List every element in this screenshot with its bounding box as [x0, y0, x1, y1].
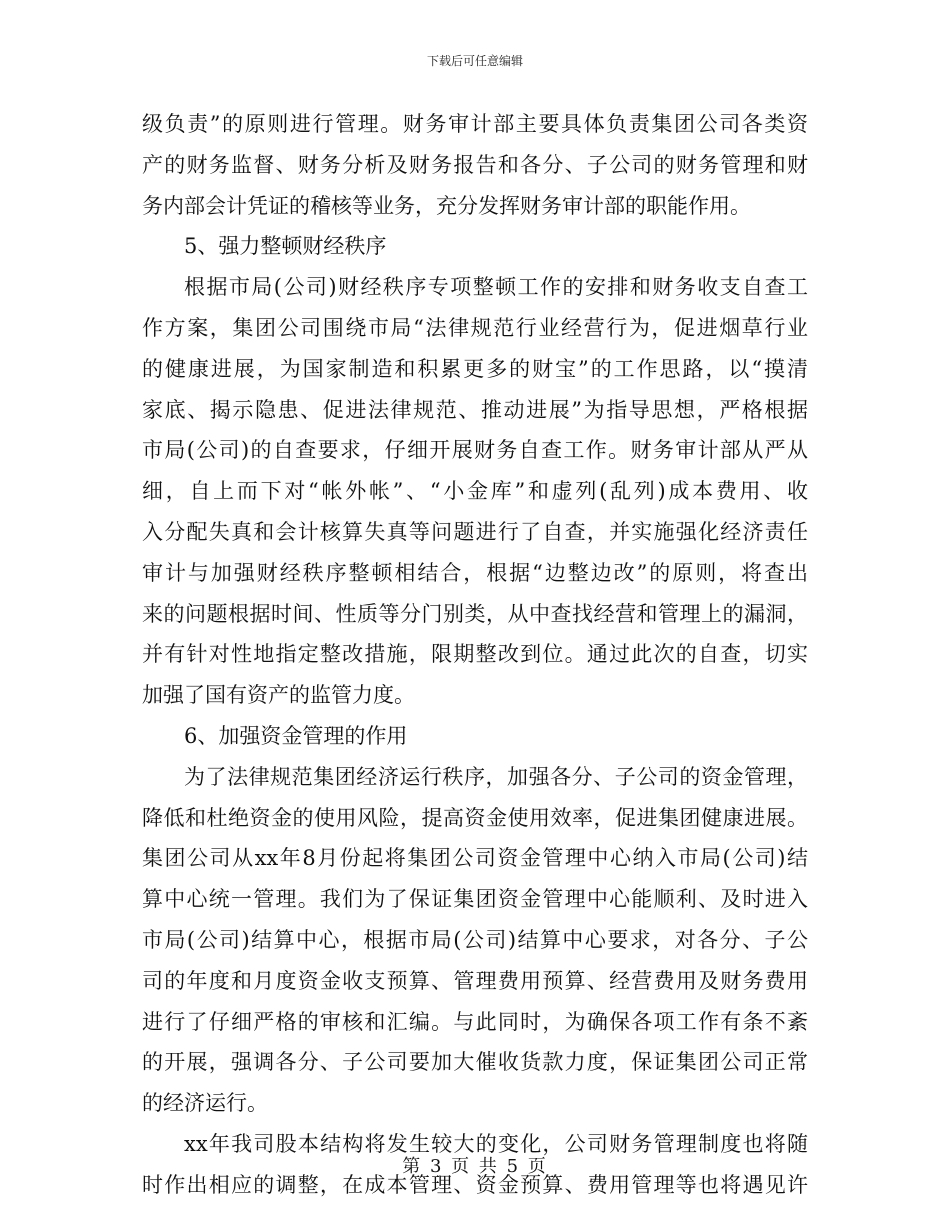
text-line: 来的问题根据时间、性质等分门别类，从中查找经营和管理上的漏洞， — [142, 601, 808, 626]
text-line: 市局(公司)结算中心，根据市局(公司)结算中心要求，对各分、子公 — [142, 927, 808, 952]
text-line: xx年我司股本结构将发生较大的变化，公司财务管理制度也将随 — [184, 1131, 808, 1156]
text-line: 审计与加强财经秩序整顿相结合，根据“边整边改”的原则，将查出 — [142, 560, 808, 585]
section-heading: 6、加强资金管理的作用 — [184, 723, 408, 748]
text-line: 的开展，强调各分、子公司要加大催收货款力度，保证集团公司正常 — [142, 1050, 808, 1075]
text-line: 市局(公司)的自查要求，仔细开展财务自查工作。财务审计部从严从 — [142, 438, 808, 463]
text-line: 的经济运行。 — [142, 1091, 268, 1116]
text-line: 降低和杜绝资金的使用风险，提高资金使用效率，促进集团健康进展。 — [142, 805, 808, 830]
text-line: 集团公司从xx年8月份起将集团公司资金管理中心纳入市局(公司)结 — [142, 846, 808, 871]
text-line: 作方案，集团公司围绕市局“法律规范行业经营行为，促进烟草行业 — [142, 315, 808, 340]
text-line: 务内部会计凭证的稽核等业务，充分发挥财务审计部的职能作用。 — [142, 193, 751, 218]
text-line: 细，自上而下对“帐外帐”、“小金库”和虚列(乱列)成本费用、收 — [142, 479, 808, 504]
text-line: 入分配失真和会计核算失真等问题进行了自查，并实施强化经济责任 — [142, 519, 808, 544]
text-line: 的健康进展，为国家制造和积累更多的财宝”的工作思路，以“摸清 — [142, 356, 808, 381]
text-line: 进行了仔细严格的审核和汇编。与此同时，为确保各项工作有条不紊 — [142, 1009, 808, 1034]
text-line: 家底、揭示隐患、促进法律规范、推动进展”为指导思想，严格根据 — [142, 397, 808, 422]
page-header: 下载后可任意编辑 — [426, 54, 523, 68]
text-line: 并有针对性地指定整改措施，限期整改到位。通过此次的自查，切实 — [142, 642, 808, 667]
text-line: 级负责”的原则进行管理。财务审计部主要具体负责集团公司各类资 — [142, 112, 808, 136]
text-line: 算中心统一管理。我们为了保证集团资金管理中心能顺利、及时进入 — [142, 887, 808, 912]
section-heading: 5、强力整顿财经秩序 — [184, 234, 387, 259]
text-line: 加强了国有资产的监管力度。 — [142, 683, 415, 708]
text-line: 司的年度和月度资金收支预算、管理费用预算、经营费用及财务费用 — [142, 968, 808, 993]
text-line: 根据市局(公司)财经秩序专项整顿工作的安排和财务收支自查工 — [184, 275, 808, 300]
text-line: 为了法律规范集团经济运行秩序，加强各分、子公司的资金管理， — [184, 764, 808, 789]
page-footer: 第 3 页 共 5 页 — [402, 1156, 548, 1177]
text-line: 产的财务监督、财务分析及财务报告和各分、子公司的财务管理和财 — [142, 152, 808, 177]
document-body — [142, 104, 808, 1206]
text-line: 时作出相应的调整，在成本管理、资金预算、费用管理等也将遇见许 — [142, 1172, 808, 1197]
